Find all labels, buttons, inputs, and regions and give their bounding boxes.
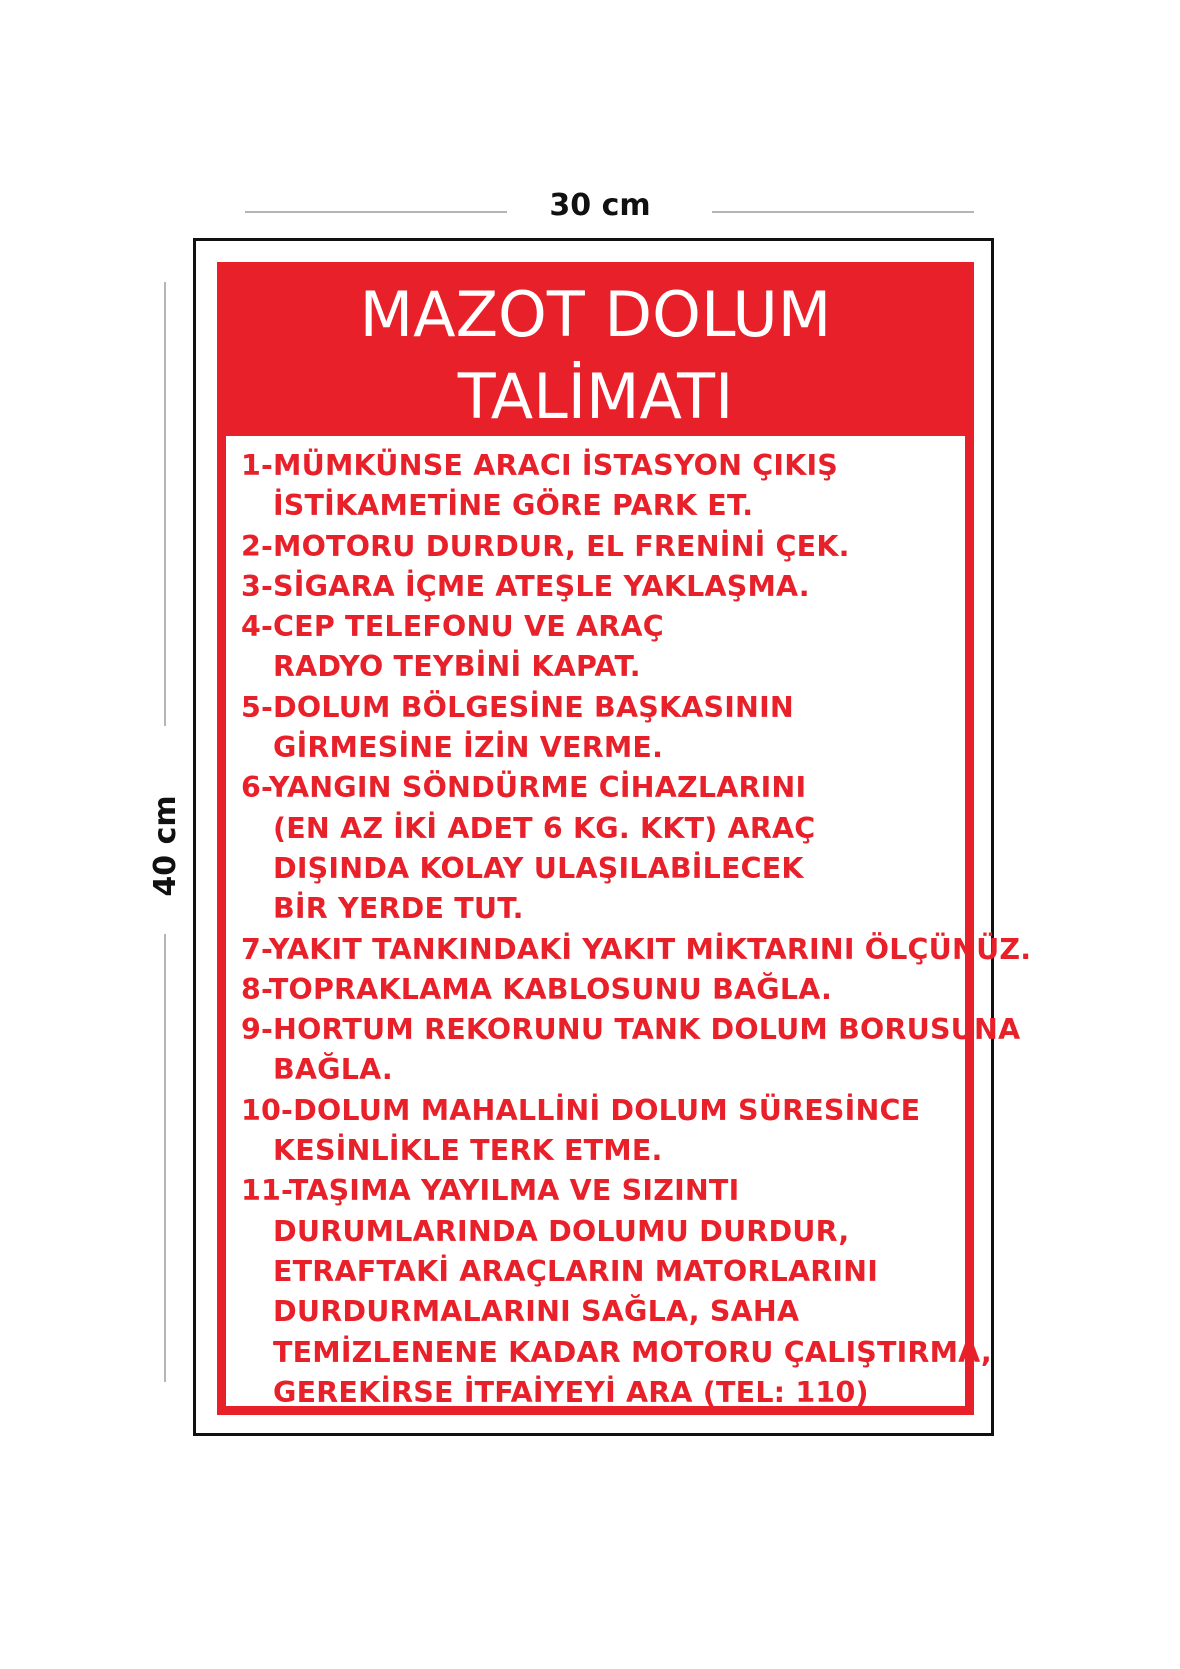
instruction-step [241,930,1032,970]
instruction-step-continuation: TEMİZLENENE KADAR MOTORU ÇALIŞTIRMA, [273,1335,992,1369]
instruction-step-continuation: DURUMLARINDA DOLUMU DURDUR, [273,1214,850,1248]
instruction-step-text: 6-YANGIN SÖNDÜRME CİHAZLARINI [241,771,807,805]
height-dimension-line-bottom [164,934,166,1382]
instruction-step-text: 4-CEP TELEFONU VE ARAÇ [241,610,664,644]
sign-red-border [217,262,1032,1415]
instruction-step [241,1010,1021,1091]
instruction-step-continuation: ETRAFTAKİ ARAÇLARIN MATORLARINI [273,1254,879,1288]
instruction-step-continuation: DIŞINDA KOLAY ULAŞILABİLECEK [273,851,804,885]
instruction-step-text: 7-YAKIT TANKINDAKİ YAKIT MİKTARINI ÖLÇÜNÜZ. [241,932,1032,966]
height-dimension-label: 40 cm [148,795,183,897]
instruction-step-continuation: GEREKİRSE İTFAİYEYİ ARA (TEL: 110) [273,1375,869,1409]
instruction-step-continuation: İSTİKAMETİNE GÖRE PARK ET. [273,489,754,523]
instruction-step-continuation: GİRMESİNE İZİN VERME. [273,731,664,765]
instruction-step [241,607,961,688]
height-dimension-line-top [164,282,166,726]
instruction-step-continuation: (EN AZ İKİ ADET 6 KG. KKT) ARAÇ [273,811,816,845]
instruction-step-continuation: BAĞLA. [273,1053,393,1087]
sign-title-line-1: MAZOT DOLUM [359,278,832,351]
instruction-step-text: 11-TAŞIMA YAYILMA VE SIZINTI [241,1174,740,1208]
instruction-step [241,527,961,567]
width-dimension-line-right [712,211,974,213]
instruction-step-text: 8-TOPRAKLAMA KABLOSUNU BAĞLA. [241,972,833,1006]
instruction-step-continuation: BİR YERDE TUT. [273,892,524,926]
instruction-step-continuation: DURDURMALARINI SAĞLA, SAHA [273,1295,800,1329]
instruction-step-continuation: KESİNLİKLE TERK ETME. [273,1134,663,1168]
instruction-step [241,1091,961,1172]
instruction-step [241,768,961,929]
instruction-sign [193,238,1032,1436]
instruction-step [241,446,961,527]
instruction-step-text: 9-HORTUM REKORUNU TANK DOLUM BORUSUNA [241,1013,1021,1047]
width-dimension-line-left [245,211,507,213]
instruction-step-text: 2-MOTORU DURDUR, EL FRENİNİ ÇEK. [241,529,850,563]
instruction-list [241,446,1032,1413]
sign-title [217,274,974,438]
instruction-step [241,970,961,1010]
instruction-step [241,567,961,607]
sign-title-line-2: TALİMATI [457,360,734,433]
instruction-step [241,1171,992,1413]
sign-body [226,436,1032,1409]
instruction-step-text: 10-DOLUM MAHALLİNİ DOLUM SÜRESİNCE [241,1093,921,1127]
width-dimension-label: 30 cm [549,188,651,223]
instruction-step-text: 1-MÜMKÜNSE ARACI İSTASYON ÇIKIŞ [241,449,839,482]
instruction-step-text: 3-SİGARA İÇME ATEŞLE YAKLAŞMA. [241,569,810,603]
instruction-step-text: 5-DOLUM BÖLGESİNE BAŞKASININ [241,690,794,724]
instruction-step-continuation: RADYO TEYBİNİ KAPAT. [273,650,641,684]
instruction-step [241,688,961,769]
